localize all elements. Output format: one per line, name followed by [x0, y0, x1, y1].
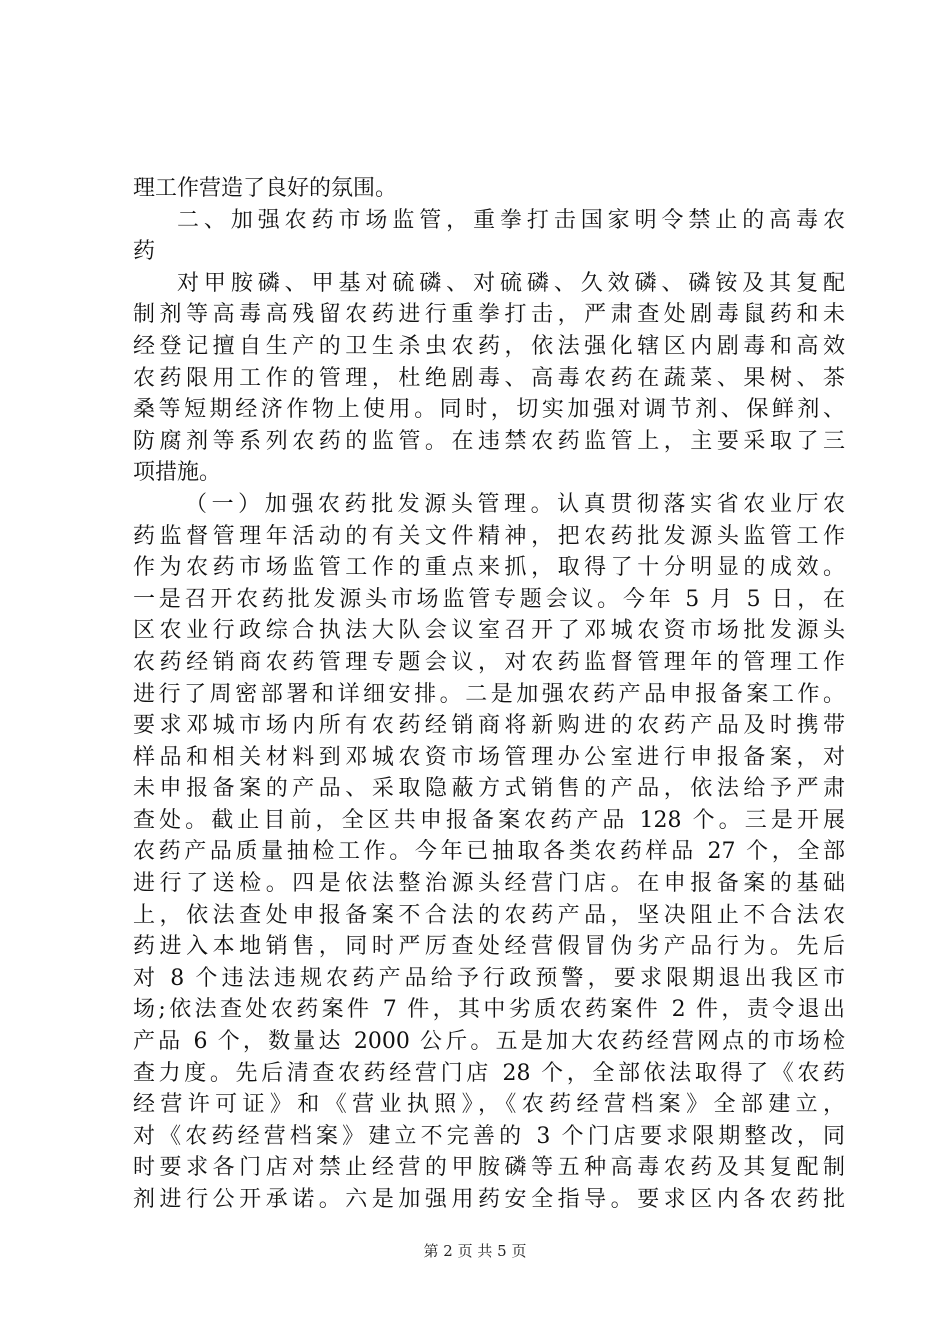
- text-line: 药监督管理年活动的有关文件精神，把农药批发源头监管工作: [133, 523, 845, 549]
- text-line: 作为农药市场监管工作的重点来抓，取得了十分明显的成效。: [133, 555, 845, 581]
- text-line: 二、加强农药市场监管，重拳打击国家明令禁止的高毒农: [177, 207, 845, 233]
- text-line: 项措施。: [133, 460, 222, 486]
- text-line: 进行了送检。四是依法整治源头经营门店。在申报备案的基础: [133, 871, 845, 897]
- text-line: 剂进行公开承诺。六是加强用药安全指导。要求区内各农药批: [133, 1187, 845, 1212]
- text-line: 对《农药经营档案》建立不完善的 3 个门店要求限期整改，同: [133, 1123, 845, 1149]
- text-line: 时要求各门店对禁止经营的甲胺磷等五种高毒农药及其复配制: [133, 1155, 845, 1181]
- text-line: 药进入本地销售，同时严厉查处经营假冒伪劣产品行为。先后: [133, 934, 845, 960]
- document-body: [133, 173, 845, 1216]
- text-line: 农药限用工作的管理，杜绝剧毒、高毒农药在蔬菜、果树、茶: [133, 365, 845, 391]
- text-line: （一）加强农药批发源头管理。认真贯彻落实省农业厅农: [185, 491, 845, 517]
- text-line: 上，依法查处申报备案不合法的农药产品，坚决阻止不合法农: [133, 902, 845, 928]
- text-line: 样品和相关材料到邓城农资市场管理办公室进行申报备案，对: [133, 744, 845, 770]
- text-line: 农药产品质量抽检工作。今年已抽取各类农药样品 27 个，全部: [133, 839, 845, 865]
- text-line: 农药经销商农药管理专题会议，对农药监督管理年的管理工作: [133, 649, 845, 675]
- text-line: 要求邓城市场内所有农药经销商将新购进的农药产品及时携带: [133, 713, 845, 739]
- text-line: 一是召开农药批发源头市场监管专题会议。今年 5 月 5 日，在: [133, 586, 845, 612]
- text-line: 进行了周密部署和详细安排。二是加强农药产品申报备案工作。: [133, 681, 845, 707]
- text-line: 制剂等高毒高残留农药进行重拳打击，严肃查处剧毒鼠药和未: [133, 302, 845, 328]
- text-line: 查处。截止目前，全区共申报备案农药产品 128 个。三是开展: [133, 807, 845, 833]
- text-line: 查力度。先后清查农药经营门店 28 个，全部依法取得了《农药: [133, 1060, 845, 1086]
- text-line: 对 8 个违法违规农药产品给予行政预警，要求限期退出我区市: [133, 965, 845, 991]
- text-line: 经登记擅自生产的卫生杀虫农药，依法强化辖区内剧毒和高效: [133, 333, 845, 359]
- text-line: 区农业行政综合执法大队会议室召开了邓城农资市场批发源头: [133, 618, 845, 644]
- page-footer: 第 2 页 共 5 页: [423, 1242, 527, 1260]
- text-line: 桑等短期经济作物上使用。同时，切实加强对调节剂、保鲜剂、: [133, 397, 845, 423]
- text-line: 未申报备案的产品、采取隐蔽方式销售的产品，依法给予严肃: [133, 776, 845, 802]
- text-line: 对甲胺磷、甲基对硫磷、对硫磷、久效磷、磷铵及其复配: [177, 270, 845, 296]
- text-line: 经营许可证》和《营业执照》，《农药经营档案》全部建立，: [133, 1092, 845, 1118]
- text-line: 防腐剂等系列农药的监管。在违禁农药监管上，主要采取了三: [133, 428, 845, 454]
- text-line: 药: [133, 239, 156, 265]
- text-line: 理工作营造了良好的氛围。: [133, 176, 398, 201]
- text-line: 产品 6 个，数量达 2000 公斤。五是加大农药经营网点的市场检: [133, 1029, 845, 1055]
- text-line: 场;依法查处农药案件 7 件，其中劣质农药案件 2 件，责令退出: [133, 997, 845, 1023]
